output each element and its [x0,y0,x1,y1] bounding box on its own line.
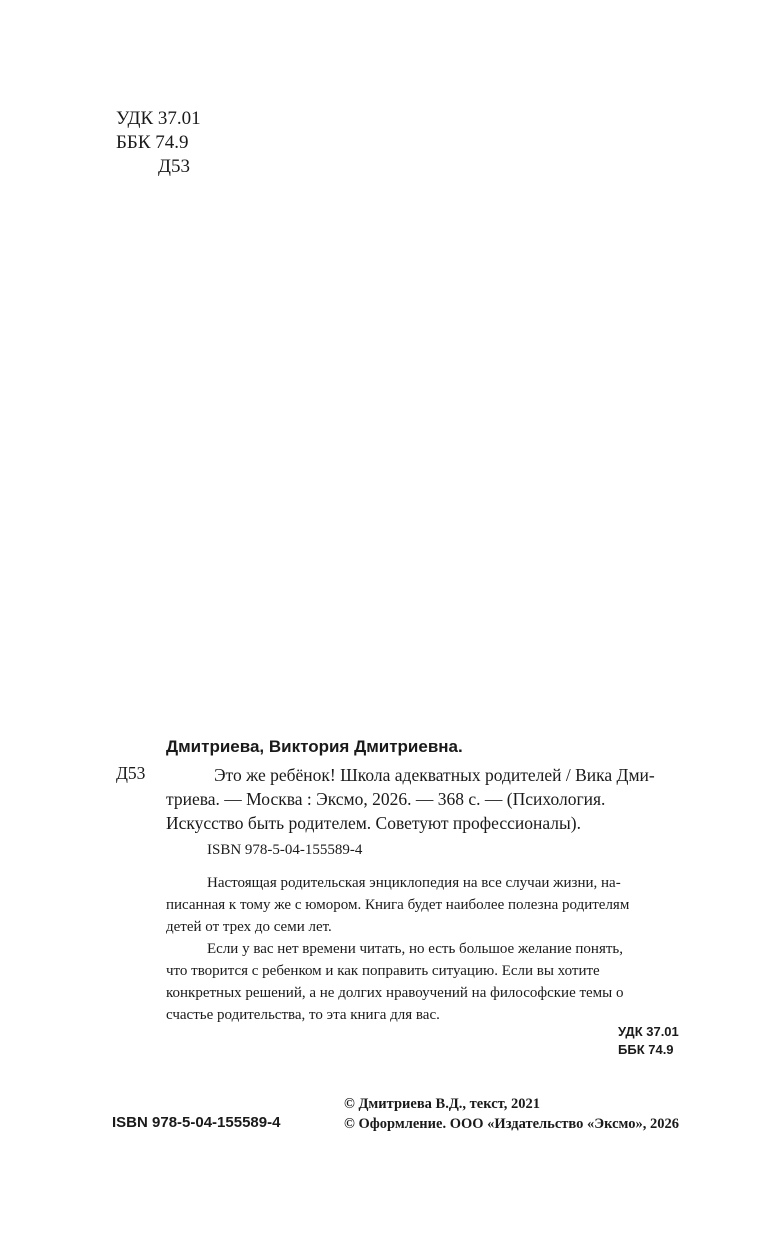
annotation-line: что творится с ребенком и как поправить ситуацию. Если вы хотите [166,963,600,979]
bbk-code-bottom: ББК 74.9 [618,1042,674,1057]
annotation-line: счастье родительства, то эта книга для вас. [166,1007,440,1023]
isbn-record: ISBN 978-5-04-155589-4 [207,842,363,858]
author-code-top: Д53 [158,156,190,177]
copyright-text: © Дмитриева В.Д., текст, 2021 [344,1096,540,1112]
annotation-line: Если у вас нет времени читать, но есть большое желание понять, [207,941,623,957]
annotation-line: Настоящая родительская энциклопедия на все случаи жизни, на- [207,875,621,891]
biblio-line: триева. — Москва : Эксмо, 2026. — 368 с. — (Психология. [166,789,606,809]
copyright-design: © Оформление. ООО «Издательство «Эксмо», 2026 [344,1116,679,1132]
author-code-record: Д53 [116,763,146,783]
udk-code-bottom: УДК 37.01 [618,1024,679,1039]
annotation-line: конкретных решений, а не долгих нравоучений на философские темы о [166,985,624,1001]
annotation-line: писанная к тому же с юмором. Книга будет наиболее полезна родителям [166,897,630,913]
bbk-code-top: ББК 74.9 [116,132,189,153]
biblio-line: Это же ребёнок! Школа адекватных родителей / Вика Дми- [214,765,655,785]
udk-code-top: УДК 37.01 [116,108,201,129]
annotation-line: детей от трех до семи лет. [166,919,332,935]
author-heading: Дмитриева, Виктория Дмитриевна. [166,737,463,756]
biblio-line: Искусство быть родителем. Советуют профессионалы). [166,813,581,833]
isbn-footer: ISBN 978-5-04-155589-4 [112,1114,281,1131]
